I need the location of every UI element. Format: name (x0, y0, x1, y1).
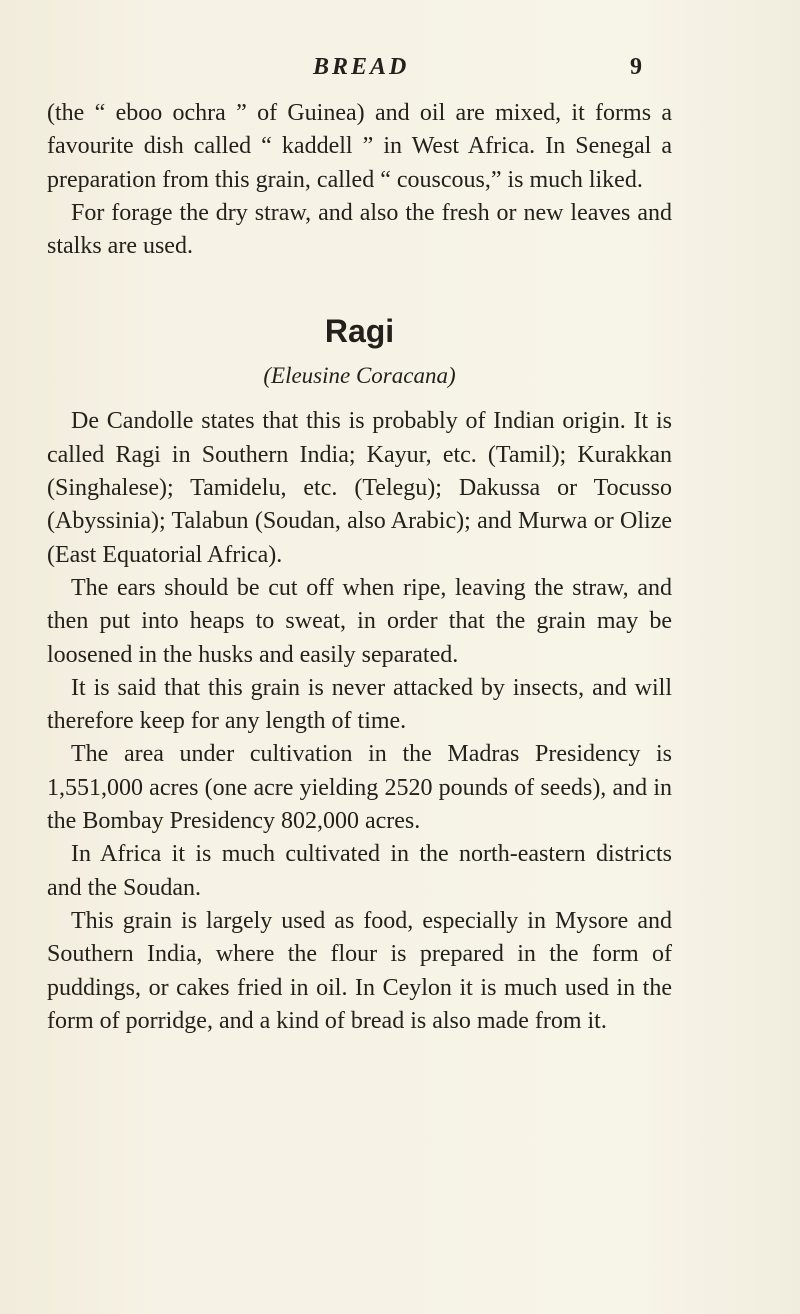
running-title: BREAD (313, 54, 410, 80)
paragraph-harvest: The ears should be cut off when ripe, leaving the straw, and then put into heaps to sweat, in order that the grain may be loosened in the husks and easily separated. (47, 574, 672, 668)
paragraph-storage: It is said that this grain is never attacked by insects, and will therefore keep for any length of time. (47, 674, 672, 735)
paragraph-forage: For forage the dry straw, and also the fresh or new leaves and stalks are used. (47, 199, 672, 260)
body-text (47, 97, 672, 1038)
paragraph-food-use: This grain is largely used as food, especially in Mysore and Southern India, where the flour is prepared in the form of puddings, or cakes fried in oil. In Ceylon it is much used in the form of porridge, and a kind of bread is also made from it. (47, 907, 672, 1034)
paragraph-origin: De Candolle states that this is probably of Indian origin. It is called Ragi in Southern India; Kayur, etc. (Tamil); Kurakkan (Singhalese); Tamidelu, etc. (Telegu); Dakussa or Tocusso (Abyssinia); Talabun (Soudan, also Arabic); and Murwa or Olize (East Equatorial Africa). (47, 408, 672, 568)
paragraph-continued: (the “ eboo ochra ” of Guinea) and oil are mixed, it forms a favourite dish called “ kaddell ” in West Africa. In Senegal a preparation from this grain, called “ couscous,” is much liked. (47, 100, 672, 193)
section-subtitle: (Eleusine Coracana) (263, 363, 456, 389)
paragraph-africa: In Africa it is much cultivated in the north-eastern districts and the Soudan. (47, 841, 672, 901)
running-head (0, 54, 800, 88)
page-number: 9 (630, 54, 642, 80)
paragraph-cultivation-area: The area under cultivation in the Madras Presidency is 1,551,000 acres (one acre yielding 2520 pounds of seeds), and in the Bombay Presidency 802,000 acres. (47, 741, 672, 835)
section-title: Ragi (324, 313, 395, 350)
